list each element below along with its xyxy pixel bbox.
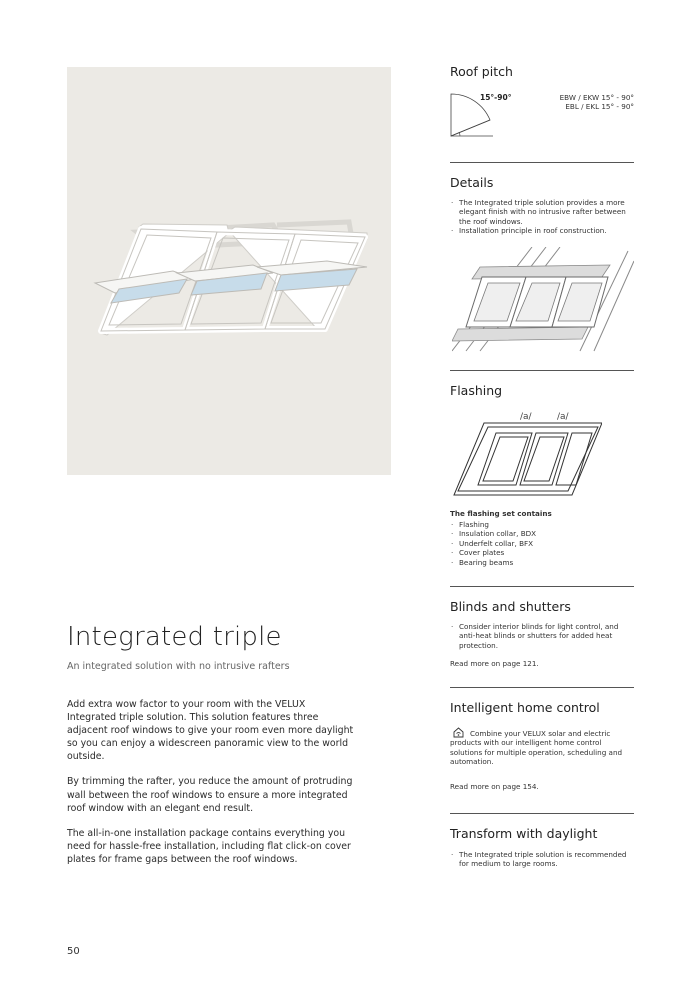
body-text xyxy=(67,698,357,878)
blinds-list xyxy=(450,622,634,650)
list-item: · Consider interior blinds for light control, and anti-heat blinds or shutters for added heat protection. xyxy=(450,622,634,650)
section-divider xyxy=(450,162,634,163)
flashing-label-a: /a/ xyxy=(557,412,569,422)
list-item: · Installation principle in roof construction. xyxy=(450,226,634,235)
transform-title: Transform with daylight xyxy=(450,826,598,841)
flashing-label-a: /a/ xyxy=(520,412,532,422)
flashing-diagram xyxy=(452,405,602,497)
roof-pitch-title: Roof pitch xyxy=(450,64,513,79)
body-paragraph: Add extra wow factor to your room with the VELUX Integrated triple solution. This solution features three adjacent roof windows to give your room even more daylight so you can enjoy a widescreen panoramic view to the world outside. xyxy=(67,699,354,763)
flashing-title: Flashing xyxy=(450,383,503,398)
section-divider xyxy=(450,813,634,814)
list-item: · Flashing xyxy=(450,520,634,529)
page-title: Integrated triple xyxy=(67,622,282,652)
installation-diagram xyxy=(452,247,634,353)
list-item: · Bearing beams xyxy=(450,558,634,567)
list-item: · Underfelt collar, BFX xyxy=(450,539,634,548)
details-list xyxy=(450,198,634,236)
roof-pitch-range: 15°-90° xyxy=(480,93,512,102)
intelligent-text-block xyxy=(450,727,634,767)
page-subtitle: An integrated solution with no intrusive rafters xyxy=(67,661,290,672)
blinds-title: Blinds and shutters xyxy=(450,599,571,614)
body-paragraph: By trimming the rafter, you reduce the amount of protruding wall between the roof windows to ensure a more integrated roof window with an elegant end result. xyxy=(67,776,353,814)
product-image xyxy=(67,67,391,475)
body-paragraph: The all-in-one installation package contains everything you need for hassle-free installation, including flat click-on cover plates for frame gaps between the roof windows. xyxy=(67,827,351,865)
intelligent-title: Intelligent home control xyxy=(450,700,600,715)
intelligent-text: Combine your VELUX solar and electric products with our intelligent home control solutions for multiple operation, scheduling and automation. xyxy=(450,729,623,767)
section-divider xyxy=(450,687,634,688)
blinds-read-more[interactable]: Read more on page 121. xyxy=(450,659,539,668)
smart-home-icon xyxy=(453,727,464,738)
roof-pitch-models xyxy=(540,93,634,112)
triple-window-illustration xyxy=(67,67,391,475)
roof-pitch-model: EBL / EKL 15° - 90° xyxy=(565,102,634,112)
list-item: · The Integrated triple solution is recommended for medium to large rooms. xyxy=(450,850,634,869)
flashing-list xyxy=(450,520,634,567)
list-item: · The Integrated triple solution provides a more elegant finish with no intrusive rafter between the roof windows. xyxy=(450,198,634,226)
list-item: · Cover plates xyxy=(450,548,634,557)
section-divider xyxy=(450,370,634,371)
transform-list xyxy=(450,850,634,869)
section-divider xyxy=(450,586,634,587)
intelligent-read-more[interactable]: Read more on page 154. xyxy=(450,782,539,791)
flashing-set-title: The flashing set contains xyxy=(450,509,552,518)
list-item: · Insulation collar, BDX xyxy=(450,529,634,538)
roof-pitch-model: EBW / EKW 15° - 90° xyxy=(559,93,634,102)
page-number: 50 xyxy=(67,946,80,957)
details-title: Details xyxy=(450,175,494,190)
